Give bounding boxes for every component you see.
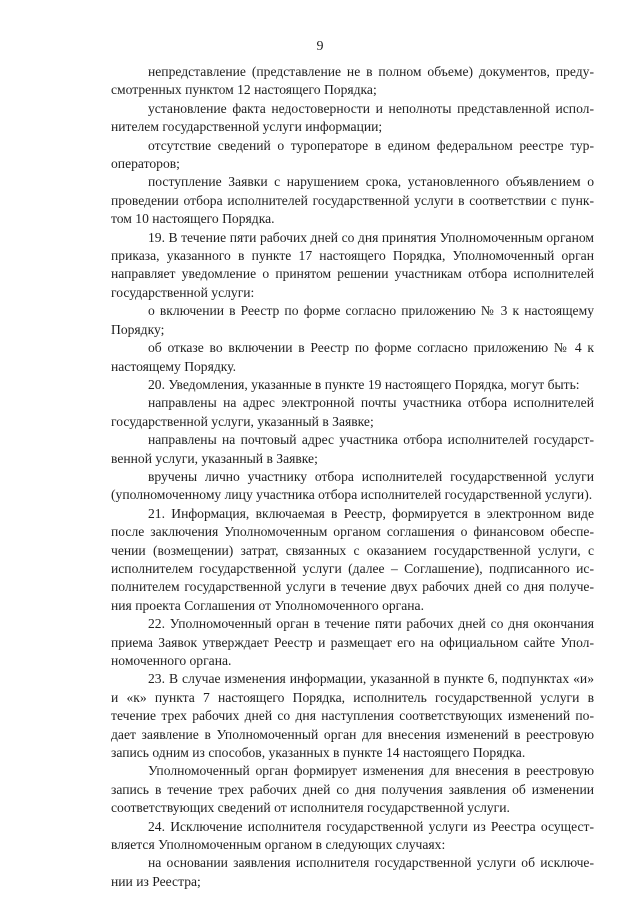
paragraph: 24. Исключение исполнителя государственной услуги из Реестра осуществляется Уполномоченным органом в следующих случаях: bbox=[111, 818, 594, 853]
paragraph: направлены на адрес электронной почты участника отбора исполнителей государственной услуги, указанный в Заявке; bbox=[111, 395, 594, 429]
paragraph: 20. Уведомления, указанные в пункте 19 настоящего Порядка, могут быть: bbox=[148, 376, 580, 392]
paragraph: поступление Заявки с нарушением срока, установленного объявлением о проведении отбора исполнителей государственной услуги в соответствии с пунктом 10 настоящего Порядка. bbox=[111, 174, 594, 227]
paragraph: на основании заявления исполнителя государственной услуги об исключении из Реестра; bbox=[111, 855, 594, 889]
paragraph: о включении в Реестр по форме согласно приложению № 3 к настоящему Порядку; bbox=[111, 303, 594, 337]
paragraph: Уполномоченный орган формирует изменения для внесения в реестровую запись в течение трех рабочих дней со дня получения заявления об изменении соответствующих сведений от исполнителя государственной услуги. bbox=[111, 763, 594, 816]
paragraph: 19. В течение пяти рабочих дней со дня принятия Уполномоченным органом приказа, указанного в пункте 17 настоящего Порядка, Уполномоченный орган направляет уведомление о принятом решении участникам отбора исполнителей государственной услуги: bbox=[111, 229, 594, 300]
paragraph: об отказе во включении в Реестр по форме согласно приложению № 4 к настоящему Порядку. bbox=[111, 340, 594, 374]
paragraph: отсутствие сведений о туроператоре в едином федеральном реестре туроператоров; bbox=[111, 137, 594, 172]
paragraph: направлены на почтовый адрес участника отбора исполнителей государственной услуги, указанный в Заявке; bbox=[111, 432, 594, 466]
page-number: 9 bbox=[316, 39, 324, 54]
document-body bbox=[111, 63, 594, 891]
paragraph: 21. Информация, включаемая в Реестр, формируется в электронном виде после заключения Уполномоченным органом соглашения о финансовом обеспечении (возмещении) затрат, связанных с оказанием государственной услуги, с исполнителем государственной услуги (далее – Соглашение), подписанного исполнителем государственной услуги в течение двух рабочих дней со дня получения проекта Соглашения от Уполномоченного органа. bbox=[111, 505, 594, 613]
paragraph: вручены лично участнику отбора исполнителей государственной услуги (уполномоченному лицу участника отбора исполнителей государственной услуги). bbox=[111, 468, 594, 503]
paragraph: непредставление (представление не в полном объеме) документов, предусмотренных пунктом 12 настоящего Порядка; bbox=[111, 64, 594, 98]
paragraph: установление факта недостоверности и неполноты представленной исполнителем государственной услуги информации; bbox=[111, 100, 594, 135]
paragraph: 22. Уполномоченный орган в течение пяти рабочих дней со дня окончания приема Заявок утверждает Реестр и размещает его на официальном сайте Уполномоченного органа. bbox=[111, 616, 594, 668]
paragraph: 23. В случае изменения информации, указанной в пункте 6, подпунктах «и» и «к» пункта 7 настоящего Порядка, исполнитель государственной услуги в течение трех рабочих дней со дня наступления соответствующих изменений подает заявление в Уполномоченный орган для внесения изменений в реестровую запись одним из способов, указанных в пункте 14 настоящего Порядка. bbox=[111, 671, 594, 761]
